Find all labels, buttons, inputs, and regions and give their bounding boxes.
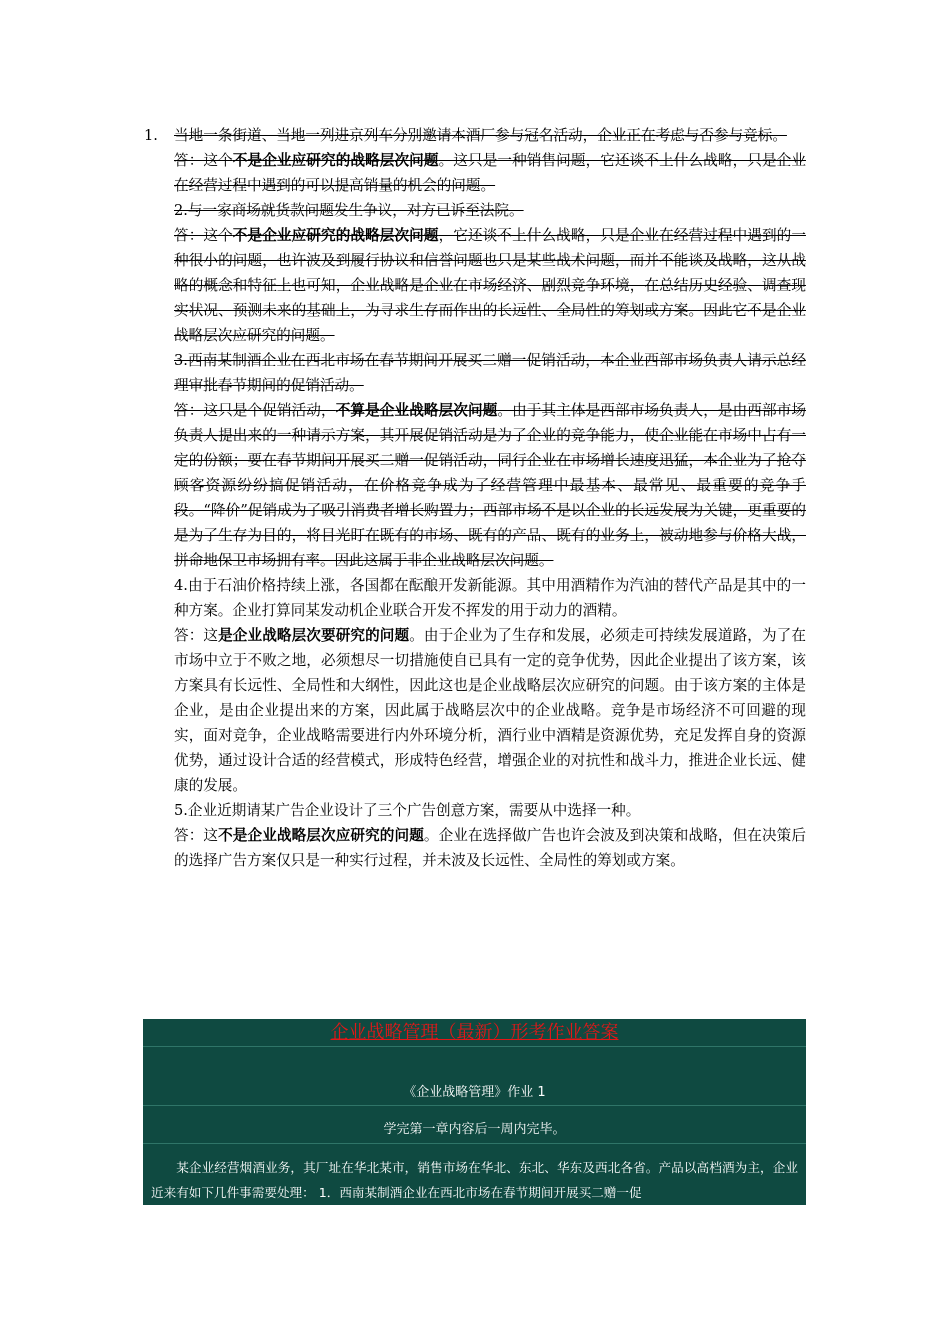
- item-3: [174, 348, 806, 573]
- answer-conclusion: 是企业战略层次要研究的问题: [218, 627, 410, 644]
- item-2-answer: [174, 223, 806, 348]
- item-1-question: 当地一条街道、当地一列进京列车分别邀请本酒厂参与冠名活动，企业正在考虑与否参与竞标。: [174, 127, 787, 144]
- item-4-question: 4.由于石油价格持续上涨，各国都在酝酿开发新能源。其中用酒精作为汽油的替代产品是其中的一种方案。企业打算同某发动机企业联合开发不挥发的用于动力的酒精。: [174, 577, 806, 619]
- assignment-banner: [143, 1019, 806, 1205]
- answer-conclusion: 不是企业应研究的战略层次问题: [232, 227, 439, 244]
- answer-body: [144, 123, 806, 873]
- answer-explanation: 。这只是一种销售问题，它还谈不上什么战略，只是企业在经营过程中遇到的可以提高销量的机会的问题。: [174, 152, 806, 194]
- item-3-question: 3.西南某制酒企业在西北市场在春节期间开展买二赠一促销活动，本企业西部市场负责人请示总经理审批春节期间的促销活动。: [174, 352, 806, 394]
- answer-conclusion: 不是企业战略层次应研究的问题: [218, 827, 424, 844]
- item-1: [144, 123, 806, 198]
- item-5: [174, 798, 806, 873]
- banner-subtitle: 《企业战略管理》作业 1: [403, 1085, 546, 1100]
- item-1-number: 1.: [144, 127, 158, 144]
- answer-conclusion: 不是企业应研究的战略层次问题: [232, 152, 439, 169]
- item-4: [174, 573, 806, 798]
- answer-prefix: 答：这个: [174, 227, 233, 244]
- answer-prefix: 答：这个: [174, 152, 233, 169]
- answer-prefix: 答：这: [174, 627, 219, 644]
- answer-prefix: 答：这只是个促销活动，: [174, 402, 336, 419]
- banner-title: 企业战略管理（最新）形考作业答案: [330, 1022, 619, 1043]
- item-3-answer: [174, 398, 806, 573]
- banner-intro: 某企业经营烟酒业务，其厂址在华北某市，销售市场在华北、东北、华东及西北各省。产品以高档酒为主，企业近来有如下几件事需要处理： 1．西南某制酒企业在西北市场在春节期间开展买二赠一促: [151, 1160, 798, 1200]
- item-1-answer: [174, 148, 806, 198]
- item-2-question: 2.与一家商场就货款问题发生争议，对方已诉至法院。: [174, 202, 524, 219]
- banner-instruction: 学完第一章内容后一周内完毕。: [383, 1122, 566, 1137]
- divider: [143, 1143, 806, 1144]
- item-4-answer: [174, 623, 806, 798]
- answer-prefix: 答：这: [174, 827, 219, 844]
- answer-explanation: 。由于其主体是西部市场负责人，是由西部市场负责人提出来的一种请示方案，其开展促销活动是为了企业的竞争能力，使企业能在市场中占有一定的份额；要在春节期间开展买二赠一促销活动，同行企业在市场增长速度迅猛，本企业为了抢夺顾客资源纷纷搞促销活动，在价格竞争成为了经营管理中最基本、最常见、最重要的竞争手段。“降价”促销成为了吸引消费者增长购置力；西部市场不是以企业的长远发展为关键，更重要的是为了生存为目的，将目光盯在既有的市场、既有的产品、既有的业务上，被动地参与价格大战，拼命地保卫市场拥有率。因此这属于非企业战略层次问题。: [174, 402, 806, 569]
- item-5-question: 5.企业近期请某广告企业设计了三个广告创意方案，需要从中选择一种。: [174, 802, 641, 819]
- answer-conclusion: 不算是企业战略层次问题: [335, 402, 498, 419]
- answer-explanation: 。企业在选择做广告也许会波及到决策和战略，但在决策后的选择广告方案仅只是一种实行过程，并未波及长远性、全局性的筹划或方案。: [174, 827, 806, 869]
- answer-explanation: ，它还谈不上什么战略，只是企业在经营过程中遇到的一种很小的问题，也许波及到履行协议和信誉问题也只是某些战术问题，而并不能谈及战略，这从战略的概念和特征上也可知，企业战略是企业在市场经济、剧烈竞争环境，在总结历史经验、调查现实状况、预测未来的基础上，为寻求生存而作出的长远性、全局性的筹划或方案。因此它不是企业战略层次应研究的问题。: [174, 227, 806, 344]
- item-5-answer: [174, 823, 806, 873]
- divider: [143, 1046, 806, 1047]
- divider: [143, 1105, 806, 1106]
- item-2: [174, 198, 806, 348]
- answer-explanation: 。由于企业为了生存和发展，必须走可持续发展道路，为了在市场中立于不败之地，必须想尽一切措施使自已具有一定的竞争优势，因此企业提出了该方案，该方案具有长远性、全局性和大纲性，因此这也是企业战略层次应研究的问题。由于该方案的主体是企业，是由企业提出来的方案，因此属于战略层次中的企业战略。竞争是市场经济不可回避的现实，面对竞争，企业战略需要进行内外环境分析，酒行业中酒精是资源优势，充足发挥自身的资源优势，通过设计合适的经营模式，形成特色经营，增强企业的对抗性和战斗力，推进企业长远、健康的发展。: [174, 627, 806, 794]
